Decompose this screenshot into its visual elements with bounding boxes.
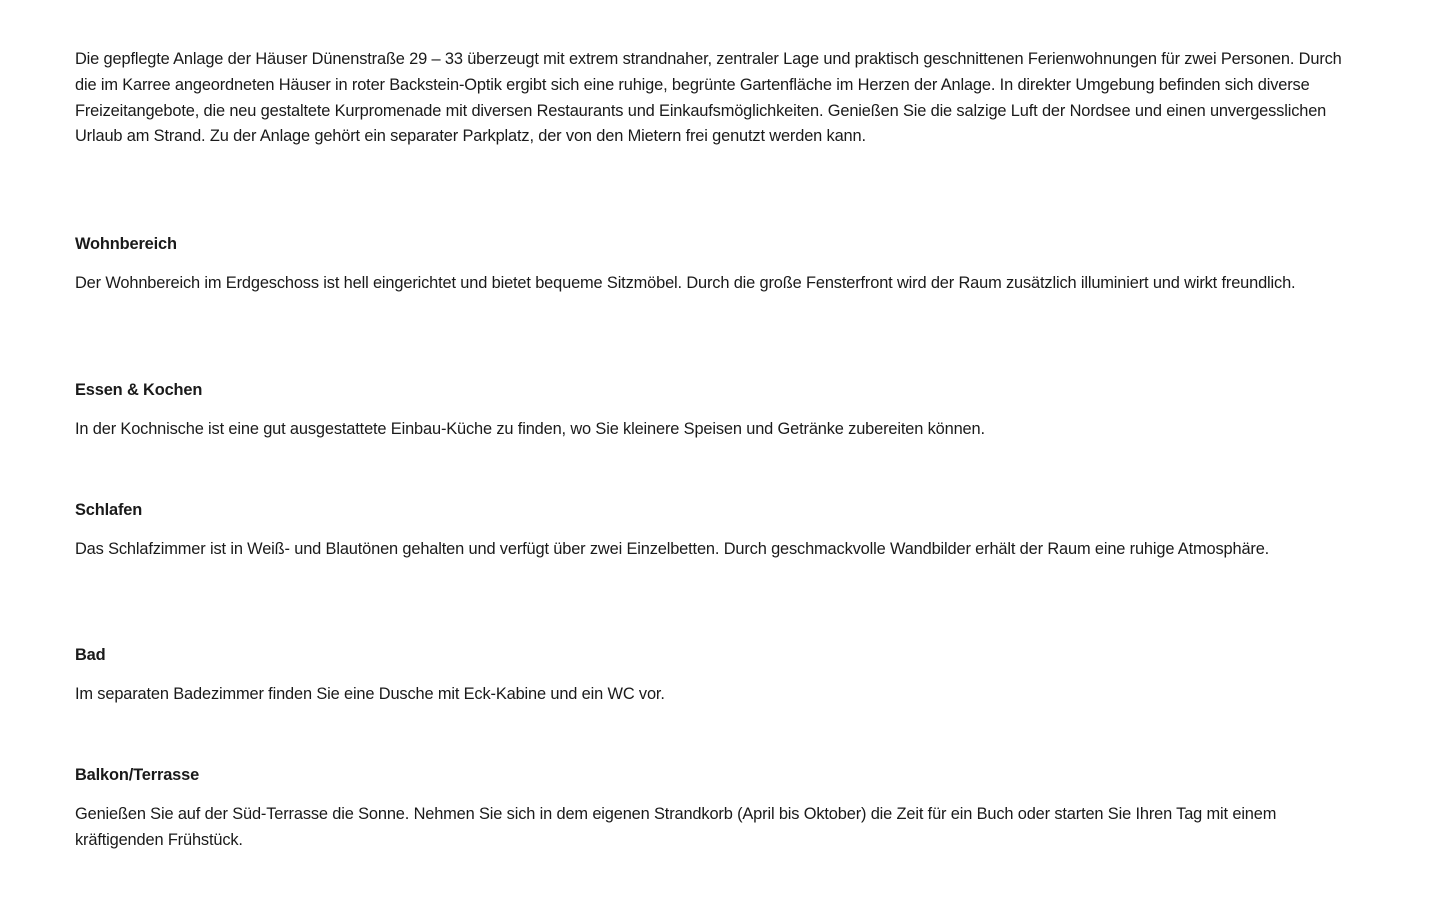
intro-paragraph: Die gepflegte Anlage der Häuser Dünenstraße 29 – 33 überzeugt mit extrem strandnaher, zentraler Lage und praktisch geschnittenen Ferienwohnungen für zwei Personen. Durch die im Karree angeordneten Häuser in roter Backstein-Optik ergibt sich eine ruhige, begrünte Gartenfläche im Herzen der Anlage. In direkter Umgebung befinden sich diverse Freizeitangebote, die neu gestaltete Kurpromenade mit diversen Restaurants und Einkaufsmöglichkeiten. Genießen Sie die salzige Luft der Nordsee und einen unvergesslichen Urlaub am Strand. Zu der Anlage gehört ein separater Parkplatz, der von den Mietern frei genutzt werden kann.	[75, 50, 1342, 146]
section-heading: Wohnbereich	[75, 235, 177, 253]
section-schlafen	[75, 497, 1365, 563]
section-bad	[75, 642, 1365, 708]
section-heading: Balkon/Terrasse	[75, 766, 200, 784]
section-paragraph: Im separaten Badezimmer finden Sie eine Dusche mit Eck-Kabine und ein WC vor.	[75, 685, 665, 703]
section-heading: Bad	[75, 646, 106, 664]
section-paragraph: In der Kochnische ist eine gut ausgestattete Einbau-Küche zu finden, wo Sie kleinere Speisen und Getränke zubereiten können.	[75, 420, 985, 438]
section-balkon-terrasse	[75, 762, 1365, 854]
section-essen-kochen	[75, 377, 1365, 443]
section-paragraph: Der Wohnbereich im Erdgeschoss ist hell eingerichtet und bietet bequeme Sitzmöbel. Durch die große Fensterfront wird der Raum zusätzlich illuminiert und wirkt freundlich.	[75, 274, 1296, 292]
section-paragraph: Das Schlafzimmer ist in Weiß- und Blautönen gehalten und verfügt über zwei Einzelbetten. Durch geschmackvolle Wandbilder erhält der Raum eine ruhige Atmosphäre.	[75, 540, 1270, 558]
section-heading: Essen & Kochen	[75, 381, 203, 399]
section-wohnbereich	[75, 231, 1365, 297]
section-heading: Schlafen	[75, 501, 143, 519]
section-paragraph: Genießen Sie auf der Süd-Terrasse die Sonne. Nehmen Sie sich in dem eigenen Strandkorb (April bis Oktober) die Zeit für ein Buch oder starten Sie Ihren Tag mit einem kräftigenden Frühstück.	[75, 805, 1277, 849]
